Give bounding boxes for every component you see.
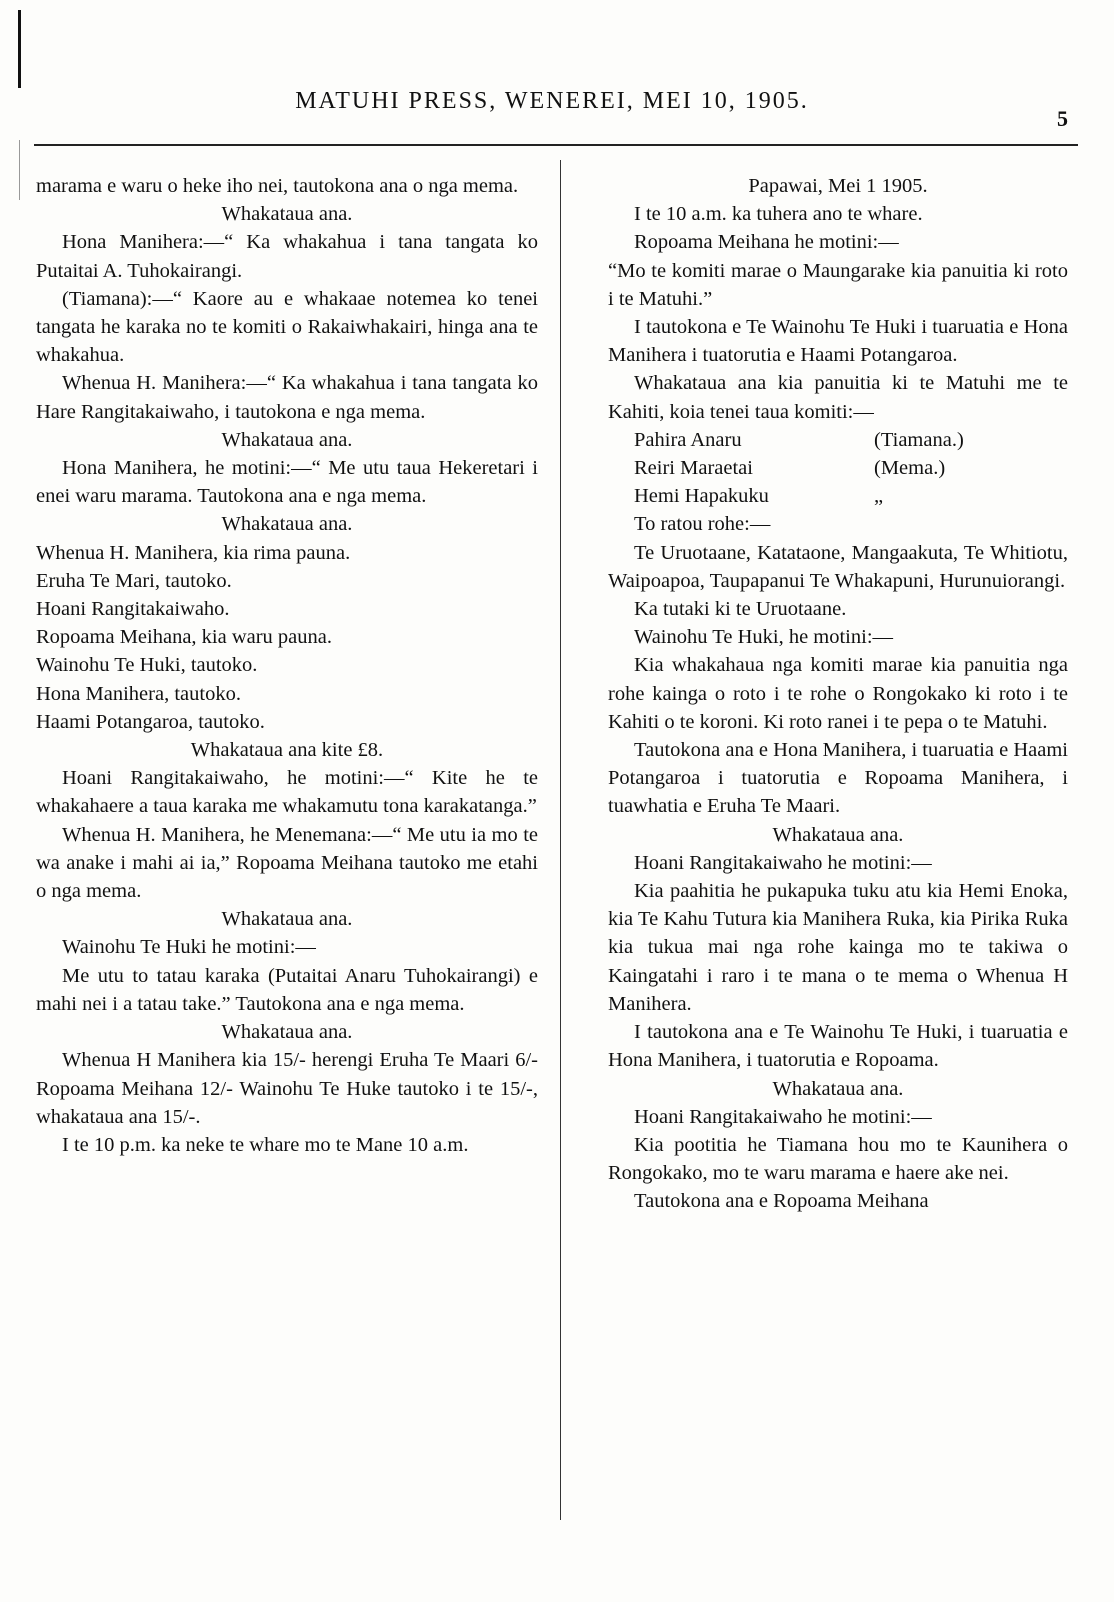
committee-list <box>608 426 1068 511</box>
paragraph: Wainohu Te Huki, tautoko. <box>36 654 258 677</box>
committee-name: Hemi Hapakuku <box>634 485 769 508</box>
paragraph: Tautokona ana e Ropoama Meihana <box>634 1190 929 1213</box>
right-column-bottom <box>608 510 1068 1215</box>
paragraph: Whakataua ana. <box>221 513 353 536</box>
paragraph: Haami Potangaroa, tautoko. <box>36 710 265 733</box>
right-column <box>608 172 1068 1216</box>
paragraph: Te Uruotaane, Katataone, Mangaakuta, Te Whitiotu, Waipoapoa, Taupapanui Te Whakapuni, Hurunuiorangi. <box>608 541 1068 592</box>
paragraph: I tautokona ana e Te Wainohu Te Huki, i tuaruatia e Hona Manihera, i tuatorutia e Ropoama. <box>608 1021 1068 1072</box>
paragraph: Whenua H Manihera kia 15/- herengi Eruha Te Maari 6/- Ropoama Meihana 12/- Wainohu Te Huke tautoko i te 15/-, whakataua ana 15/-. <box>36 1049 538 1128</box>
paragraph: Hoani Rangitakaiwaho he motini:— <box>634 1105 932 1128</box>
committee-role: (Mema.) <box>874 457 946 480</box>
page-number: 5 <box>1057 106 1068 131</box>
paragraph: Whenua H. Manihera:—“ Ka whakahua i tana tangata ko Hare Rangitakaiwaho, i tautokona e nga mema. <box>36 372 538 423</box>
masthead-title: MATUHI PRESS, WENEREI, MEI 10, 1905. <box>295 88 809 114</box>
committee-row <box>608 454 1068 482</box>
column-divider <box>560 160 561 1520</box>
paragraph: Whenua H. Manihera, kia rima pauna. <box>36 541 351 564</box>
committee-row <box>608 426 1068 454</box>
paragraph: Whakataua ana. <box>221 428 353 451</box>
left-column <box>36 172 538 1159</box>
committee-role: „ <box>874 485 884 508</box>
paragraph: I te 10 p.m. ka neke te whare mo te Mane 10 a.m. <box>62 1133 469 1156</box>
committee-row <box>608 482 1068 510</box>
paragraph: Whakataua ana. <box>221 203 353 226</box>
margin-rule <box>18 10 21 88</box>
paragraph: I te 10 a.m. ka tuhera ano te whare. <box>634 203 923 226</box>
paragraph: Hona Manihera, he motini:—“ Me utu taua Hekeretari i enei waru marama. Tautokona ana e nga mema. <box>36 457 538 508</box>
paragraph: Whakataua ana kite £8. <box>190 739 384 762</box>
header-rule <box>34 144 1078 146</box>
paragraph: Whakataua ana. <box>772 823 904 846</box>
paragraph: Me utu to tatau karaka (Putaitai Anaru Tuhokairangi) e mahi nei i a tatau take.” Tautokona ana e nga mema. <box>36 964 538 1015</box>
paragraph: Ropoama Meihana he motini:— <box>634 231 899 254</box>
paragraph: Whakataua ana kia panuitia ki te Matuhi me te Kahiti, koia tenei taua komiti:— <box>608 372 1068 423</box>
paragraph: Wainohu Te Huki, he motini:— <box>634 626 894 649</box>
paragraph: To ratou rohe:— <box>634 513 771 536</box>
page-header <box>30 88 1074 131</box>
margin-rule-faint <box>19 140 20 200</box>
paragraph: Whakataua ana. <box>221 908 353 931</box>
paragraph: Whakataua ana. <box>772 1077 904 1100</box>
paragraph: Kia paahitia he pukapuka tuku atu kia Hemi Enoka, kia Te Kahu Tutura kia Manihera Ruka, kia Pirika Ruka kia tukua mai nga rohe kainga mo te takiwa o Kaingatahi i raro i te mana o te mema o Whenua H Manihera. <box>608 880 1068 1015</box>
committee-name: Reiri Maraetai <box>634 457 753 480</box>
paragraph: I tautokona e Te Wainohu Te Huki i tuaruatia e Hona Manihera i tuatorutia e Haami Potangaroa. <box>608 316 1068 367</box>
paragraph: Ka tutaki ki te Uruotaane. <box>634 598 847 621</box>
paragraph: marama e waru o heke iho nei, tautokona ana o nga mema. <box>36 175 519 197</box>
paragraph: Tautokona ana e Hona Manihera, i tuaruatia e Haami Potangaroa i tuatorutia e Ropoama Manihera, i tuawhatia e Eruha Te Maari. <box>608 739 1069 818</box>
paragraph: Whenua H. Manihera, he Menemana:—“ Me utu ia mo te wa anake i mahi ai ia,” Ropoama Meihana tautoko me etahi o nga mema. <box>36 823 538 903</box>
paragraph: Hoani Rangitakaiwaho. <box>36 598 230 621</box>
paragraph: Hona Manihera, tautoko. <box>36 682 241 705</box>
paragraph: Kia whakahaua nga komiti marae kia panuitia nga rohe kainga o roto i te rohe o Rongokako ki roto i te Kahiti o te koroni. Ki roto ranei i te pepa o te Matuhi. <box>608 654 1068 733</box>
paragraph: Hona Manihera:—“ Ka whakahua i tana tangata ko Putaitai A. Tuhokairangi. <box>36 231 538 282</box>
paragraph: Ropoama Meihana, kia waru pauna. <box>36 626 333 649</box>
committee-name: Pahira Anaru <box>634 428 742 451</box>
paragraph: Hoani Rangitakaiwaho he motini:— <box>634 851 932 874</box>
paragraph: Papawai, Mei 1 1905. <box>748 175 928 197</box>
paragraph: “Mo te komiti marae o Maungarake kia panuitia ki roto i te Matuhi.” <box>608 259 1068 310</box>
paragraph: Kia pootitia he Tiamana hou mo te Kaunihera o Rongokako, mo te waru marama e haere ake nei. <box>608 1133 1068 1185</box>
paragraph: (Tiamana):—“ Kaore au e whakaae notemea ko tenei tangata he karaka no te komiti o Rakaiwhakairi, hinga ana te whakahua. <box>36 287 538 367</box>
committee-role: (Tiamana.) <box>874 428 964 451</box>
paragraph: Eruha Te Mari, tautoko. <box>36 569 232 592</box>
right-column-top <box>608 172 1068 426</box>
paragraph: Whakataua ana. <box>221 1021 353 1044</box>
paragraph: Wainohu Te Huki he motini:— <box>62 936 316 959</box>
paragraph: Hoani Rangitakaiwaho, he motini:—“ Kite he te whakahaere a taua karaka me whakamutu tona karakatanga.” <box>36 767 538 818</box>
